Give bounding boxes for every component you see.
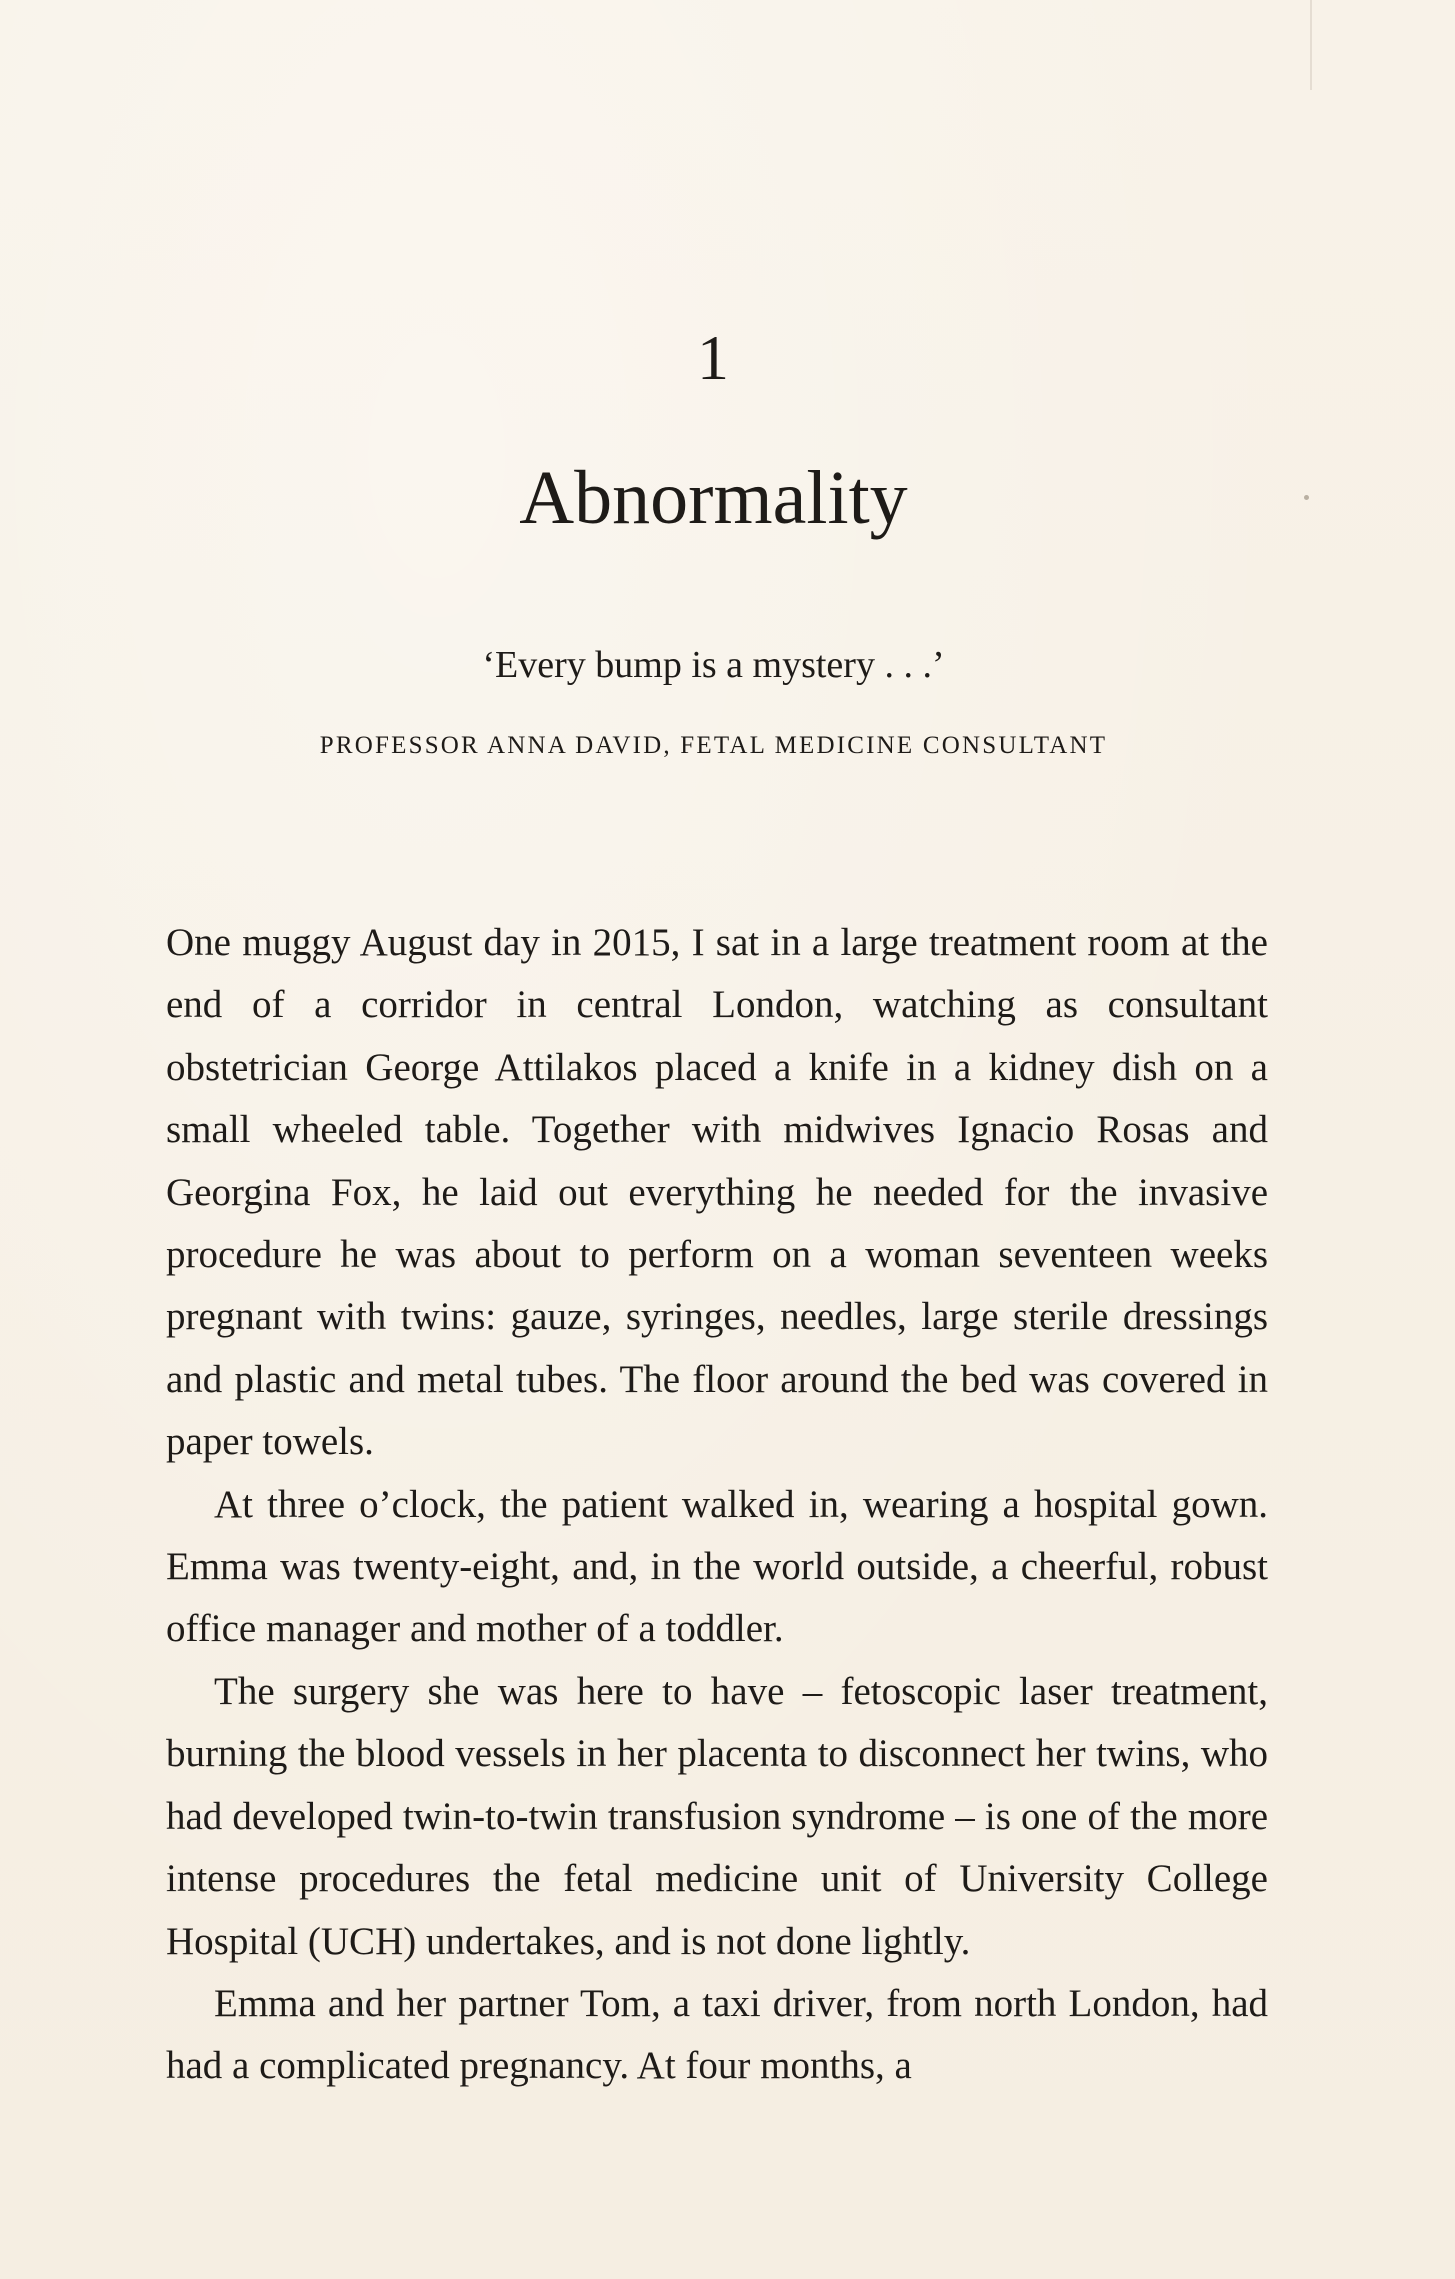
- body-text: [166, 912, 1268, 2098]
- epigraph-attribution: PROFESSOR ANNA DAVID, FETAL MEDICINE CONSULTANT: [319, 732, 1108, 759]
- paragraph: Emma and her partner Tom, a taxi driver, from north London, had had a complicated pregnancy. At four months, a: [166, 1981, 1268, 2088]
- chapter-number: 1: [697, 322, 730, 393]
- paragraph: At three o’clock, the patient walked in, wearing a hospital gown. Emma was twenty-eight, and, in the world outside, a cheerful, robust office manager and mother of a toddler.: [166, 1482, 1268, 1651]
- epigraph-quote: ‘Every bump is a mystery . . .’: [482, 644, 945, 686]
- chapter-title: Abnormality: [519, 456, 908, 540]
- scan-artifact: [1310, 0, 1312, 90]
- paragraph: The surgery she was here to have – fetoscopic laser treatment, burning the blood vessels in her placenta to disconnect her twins, who had developed twin-to-twin transfusion syndrome – is one of the more intense procedures the fetal medicine unit of University College Hospital (UCH) undertakes, and is not done lightly.: [166, 1669, 1268, 1963]
- paragraph: One muggy August day in 2015, I sat in a large treatment room at the end of a corridor in central London, watching as consultant obstetrician George Attilakos placed a knife in a kidney dish on a small wheeled table. Together with midwives Ignacio Rosas and Georgina Fox, he laid out everything he needed for the invasive procedure he was about to perform on a woman seventeen weeks pregnant with twins: gauze, syringes, needles, large sterile dressings and plastic and metal tubes. The floor around the bed was covered in paper towels.: [166, 921, 1268, 1464]
